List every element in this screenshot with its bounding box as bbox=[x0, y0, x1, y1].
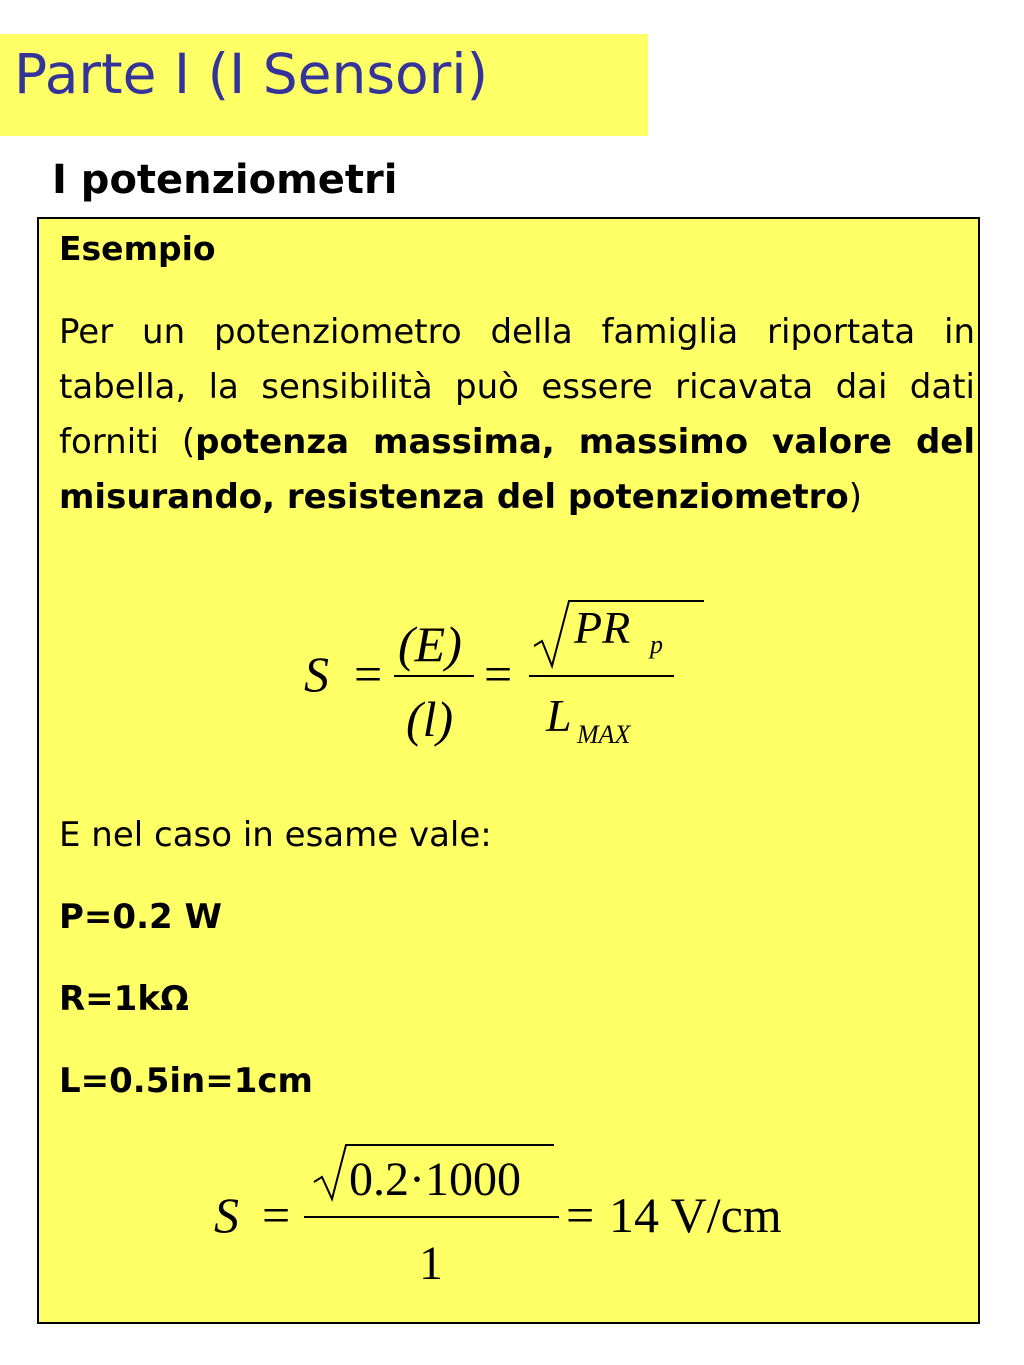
formula-sqrt-pr: PR bbox=[574, 602, 631, 653]
value-power: P=0.2 W bbox=[59, 897, 222, 937]
formula-sub-p: p bbox=[650, 630, 663, 659]
paragraph-plain: Per un potenziometro della famiglia riportata in tabella, la sensibilità può essere ricavata dai dati forniti ( bbox=[59, 312, 975, 462]
page-title: Parte I (I Sensori) bbox=[14, 42, 489, 106]
sensitivity-formula bbox=[284, 591, 704, 771]
example-label: Esempio bbox=[59, 229, 216, 268]
result-numerator: 0.2·1000 bbox=[349, 1153, 521, 1206]
example-paragraph bbox=[59, 305, 975, 525]
result-s: S bbox=[214, 1187, 239, 1243]
formula-numerator-e: (E) bbox=[398, 616, 462, 672]
formula-equals-2: = bbox=[484, 646, 513, 702]
result-denominator: 1 bbox=[419, 1237, 443, 1290]
formula-s: S bbox=[304, 646, 329, 702]
section-subtitle: I potenziometri bbox=[52, 157, 398, 203]
example-panel bbox=[37, 217, 980, 1324]
formula-sub-max: MAX bbox=[577, 720, 631, 749]
paragraph-close: ) bbox=[848, 477, 862, 517]
formula-equals-1: = bbox=[354, 646, 383, 702]
result-equals-1: = bbox=[262, 1187, 291, 1243]
value-length: L=0.5in=1cm bbox=[59, 1061, 313, 1101]
case-text: E nel caso in esame vale: bbox=[59, 815, 492, 855]
formula-l: L bbox=[546, 690, 572, 741]
result-value: 14 V/cm bbox=[609, 1187, 782, 1243]
formula-denominator-l: (l) bbox=[406, 691, 454, 747]
paragraph-bold: potenza massima, massimo valore del misurando, resistenza del potenziometro bbox=[59, 422, 975, 517]
result-equals-2: = bbox=[566, 1187, 595, 1243]
result-formula bbox=[204, 1137, 824, 1297]
value-resistance: R=1kΩ bbox=[59, 979, 189, 1019]
